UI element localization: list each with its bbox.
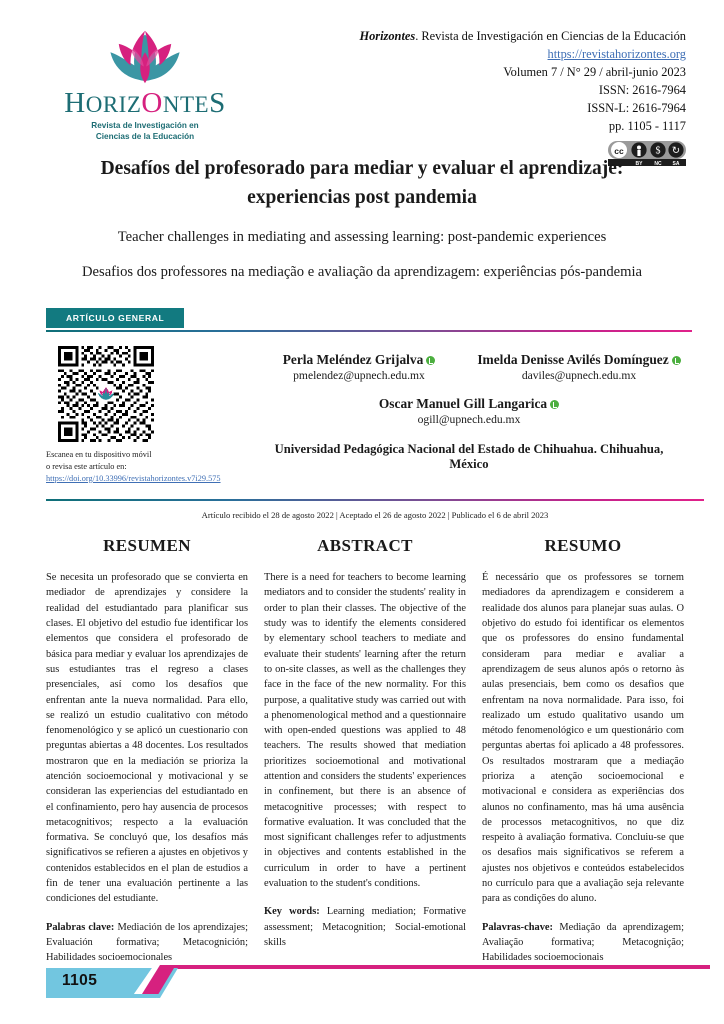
journal-issn-l: ISSN-L: 2616-7964 [587,100,686,115]
svg-text:↻: ↻ [671,145,681,157]
keywords-pt-label: Palavras-chave: [482,921,553,933]
keywords-pt-list: Mediação da aprendizagem; Avaliação formativa; Metacognição; Habilidades socioemocionais [482,921,684,964]
page-number: 1105 [62,972,98,989]
masthead [250,22,686,173]
author-2 [474,352,684,382]
qr-caption [46,449,254,484]
gradient-divider-top [46,330,692,333]
page-header [0,0,724,167]
journal-logo-subtitle [91,120,198,142]
journal-name: Horizontes [359,29,416,43]
journal-logo-wordmark [64,89,225,118]
author-2-name-row [474,352,684,368]
author-1 [254,352,464,382]
orcid-icon[interactable] [550,400,559,409]
journal-website-link[interactable]: https://revistahorizontes.org [547,46,686,61]
journal-name-rest: . Revista de Investigación en Ciencias de la Educación [415,29,686,43]
keywords-en-label: Key words: [264,906,320,918]
qr-code-icon[interactable] [58,346,154,442]
author-column [254,346,684,484]
author-1-name: Perla Meléndez Grijalva [282,352,424,368]
logo-letters-nte: NTE [162,92,210,117]
logo-subtitle-line-1: Revista de Investigación en [91,121,199,130]
qr-caption-line-1: Escanea en tu dispositivo móvil [46,450,152,460]
dates-section [46,499,704,521]
authors-section [0,330,724,484]
abstract-pt-heading: RESUMO [544,536,622,556]
author-3-name: Oscar Manuel Gill Langarica [378,396,548,412]
author-3 [254,396,684,426]
orcid-icon[interactable] [672,356,681,365]
publication-dates: Artículo recibido el 28 de agosto 2022 | Aceptado el 26 de agosto 2022 | Publicado el 6 de abril 2023 [201,510,549,521]
author-2-email[interactable]: daviles@upnech.edu.mx [521,369,637,383]
logo-letter-s: S [209,87,226,119]
svg-text:BY: BY [635,160,643,167]
journal-logo [40,22,250,142]
logo-letters-oriz: ORIZ [85,92,142,117]
author-row-1 [254,352,684,382]
keywords-en [264,904,466,950]
footer-banner-graphic [0,960,724,1006]
svg-text:NC: NC [654,160,662,167]
keywords-es [46,920,248,966]
keywords-en-list: Learning mediation; Formative assessment; Metacognition; Social-emotional skills [264,906,466,948]
keywords-es-label: Palabras clave: [46,921,115,933]
journal-name-line [250,28,686,46]
author-1-email[interactable]: pmelendez@upnech.edu.mx [293,369,425,383]
page-title: Desafíos del profesorado para mediar y evaluar el aprendizaje: experiencias post pandemia [100,158,624,209]
author-1-name-row [254,352,464,368]
abstract-portuguese [482,536,684,965]
gradient-divider-bottom [46,499,704,502]
title-english: Teacher challenges in mediating and assessing learning: post-pandemic experiences [117,228,607,245]
doi-link[interactable]: https://doi.org/10.33996/revistahorizontes.v7i29.575 [46,473,221,483]
title-portuguese: Desafios dos professores na mediação e avaliação da aprendizagem: experiências pós-pandemia [82,264,642,281]
abstract-spanish [46,536,248,965]
abstracts-section [0,520,724,965]
article-type-row [46,308,704,330]
qr-caption-line-2: o revisa este artículo en: [46,462,127,472]
abstract-en-heading: ABSTRACT [317,536,413,556]
page-footer [0,960,724,1006]
keywords-es-list: Mediación de los aprendizajes; Evaluación formativa; Metacognición; Habilidades socioemocionales [46,921,248,964]
orcid-icon[interactable] [426,356,435,365]
abstract-en-body: There is a need for teachers to become learning mediators and to consider the students' reality in order to plan their classes. The objective of the study was to identify the elements considered by elementary school teachers to mediate and evaluate their students' learning after the return to on-site classes, as well as the challenges they face in the face of the new normality. For this purpose, a qualitative study was carried out with a phenomenological method and a questionnaire with open-ended questions was applied to 48 teachers. The results showed that mediation prioritizes socioemotional and motivational attention and considers the students' experiences in confinement, but there is an absence of metacognitive processes; with respect to formative evaluation. It was concluded that the most significant challenges refer to adjustments in objectives and contents established in the curriculum in order to have a pertinent evaluation to the student's conditions. [264,572,466,890]
abstract-english [264,536,466,965]
qr-column [46,346,254,484]
affiliation: Universidad Pedagógica Nacional del Estado de Chihuahua. Chihuahua, México [274,442,664,472]
svg-text:cc: cc [614,145,624,156]
author-2-name: Imelda Denisse Avilés Domínguez [477,352,669,368]
author-3-name-row [254,396,684,412]
article-type-badge: ARTÍCULO GENERAL [46,308,184,328]
svg-text:SA: SA [672,160,680,167]
keywords-pt [482,920,684,966]
logo-subtitle-line-2: Ciencias de la Educación [95,132,195,142]
author-3-email[interactable]: ogill@upnech.edu.mx [417,413,521,427]
abstract-es-body: Se necesita un profesorado que se convierta en mediador de aprendizajes y considere la realidad del estudiantado para planificar sus clases. El objetivo del estudio fue identificar los elementos que considera el profesorado de básica para mediar y evaluar los aprendizajes de sus estudiantes tras el regreso a clases presenciales, así como los desafíos que enfrentan ante la nueva normalidad. Para ello, se realizó un estudio cualitativo con método fenomenológico y se aplicó un cuestionario con preguntas abiertas a 48 docentes. Los resultados mostraron que en la mediación se prioriza la atención socioemocional y motivacional y se consideran las experiencias del estudiantado en el confinamiento, pero hay ausencia de procesos metacognitivos; respecto a la evaluación formativa. Se concluyó que, los desafíos más significativos se refieren a ajustes en objetivos y contenidos establecidos en el plan de estudios a fin de tener una evaluación pertinente a las condiciones del estudiante. [46,572,248,905]
svg-text:$: $ [655,145,661,157]
journal-volume: Volumen 7 / N° 29 / abril-junio 2023 [503,64,686,79]
article-titles [0,140,724,284]
abstract-es-heading: RESUMEN [103,536,191,556]
logo-letter-h: H [64,87,86,119]
journal-pages: pp. 1105 - 1117 [608,118,686,133]
journal-issn: ISSN: 2616-7964 [598,82,686,97]
logo-letter-o: O [141,87,163,119]
abstract-pt-body: É necessário que os professores se tornem mediadores da aprendizagem e considerem a realidade dos alunos para planejar suas aulas. O objetivo do estudo foi identificar os elementos que os professores do ensino fundamental consideram para mediar e avaliar a aprendizagem de seus alunos após o retorno às aulas presenciais, bem como os desafios que enfrentam na nova normalidade. Para isso, foi realizado um estudo qualitativo usando um método fenomenológico e um questionário com perguntas abertas foi aplicado a 48 professores. Os resultados mostraram que a mediação prioriza a atenção socioemocional e motivacional e considera as experiências dos alunos no confinamento, mas há uma ausência de processos metacognitivos, no que diz respeito à avaliação formativa. Concluiu-se que os desafios mais significativos se referem a ajustes nos objetivos e conteúdos estabelecidos no currículo para que a avaliação seja relevante para as condições do aluno. [482,572,684,905]
lotus-logo-icon [97,26,193,88]
